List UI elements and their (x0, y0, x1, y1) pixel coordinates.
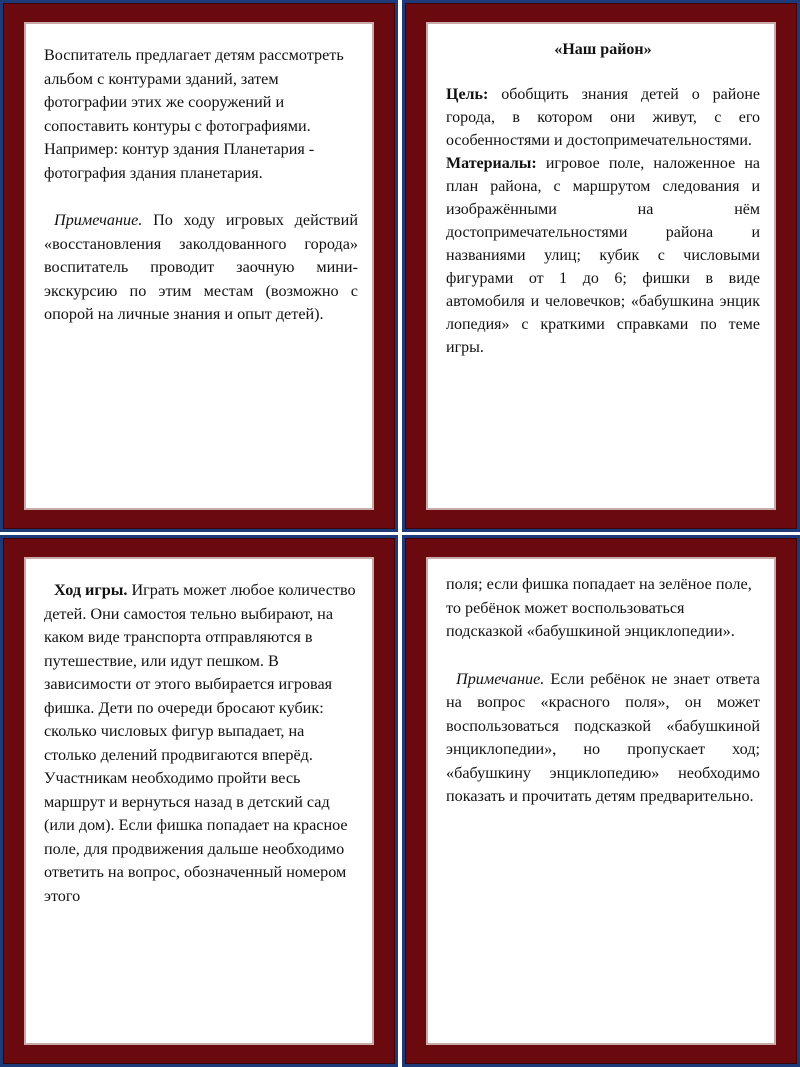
goal-text: обобщить знания детей о районе города, в котором они живут, с его особенностями и достопримечательностями. (446, 86, 760, 149)
note-label: Примечание. (456, 669, 545, 688)
note-text: Если ребёнок не знает ответа на вопрос «красного поля», он может воспользоваться подсказкой «бабушкиной энциклопедии», но пропускает ход; «бабушкину энциклопедию» необходимо показать и прочитать детям предварительно. (446, 669, 760, 805)
card-frame (3, 538, 395, 1064)
card-top-left (0, 0, 398, 532)
note-label: Примечание. (54, 211, 143, 229)
spacer (446, 644, 760, 668)
materials-label: Материалы: (446, 155, 537, 172)
card-4-note (446, 668, 760, 809)
card-frame (3, 3, 395, 529)
card-content (24, 22, 374, 510)
card-top-right (402, 0, 800, 532)
card-1-body: Воспитатель предлагает детям рассмотреть альбом с контурами зданий, затем фотографии этих же сооружений и сопоставить контуры с фотографиями. Например: контур здания Планетария - фотография здания планетария. (44, 46, 344, 182)
card-4-body: поля; если фишка попадает на зелёное поле, то ребёнок может воспользоваться подсказкой «бабушкиной энциклопедии». (446, 575, 752, 640)
spacer (44, 185, 358, 209)
card-content (426, 22, 776, 510)
game-title: «Наш район» (554, 41, 652, 58)
game-flow-text: Играть может любое количество детей. Они самостоя тельно выбирают, на каком виде транспорта отправляются в путешествие, или идут пешком. В зависимости от этого выбирается игровая фишка. Дети по очереди бросают кубик: сколько числовых фигур выпадает, на столько делений продвигаются вперёд. Участникам необходимо пройти весь маршрут и вернуться назад в детский сад (или дом). Если фишка попадает на красное поле, для продвижения дальше необходимо ответить на вопрос, обозначенный номером этого (44, 581, 356, 905)
note-text: По ходу игровых действий «восстановления заколдованного города» воспитатель проводит заочную мини-экскурсию по этим местам (возможно с опорой на личные знания и опыт детей). (44, 211, 358, 323)
goal-label: Цель: (446, 86, 489, 103)
card-bottom-right (402, 535, 800, 1067)
game-flow-paragraph (44, 579, 358, 908)
game-flow-label: Ход игры. (54, 581, 128, 599)
card-frame (405, 538, 797, 1064)
goal-paragraph (446, 83, 760, 152)
card-1-note (44, 209, 358, 327)
card-bottom-left (0, 535, 398, 1067)
materials-text: игровое поле, наложенное на план района, с маршрутом следования и изображёнными на нём достопримечательностями района и названиями улиц; кубик с числовыми фигурами от 1 до 6; фишки в виде автомобиля и человечков; «бабушкина энцик лопедия» с краткими справками по теме игры. (446, 155, 760, 356)
card-content (426, 557, 776, 1045)
card-content (24, 557, 374, 1045)
materials-paragraph (446, 152, 760, 359)
card-frame (405, 3, 797, 529)
